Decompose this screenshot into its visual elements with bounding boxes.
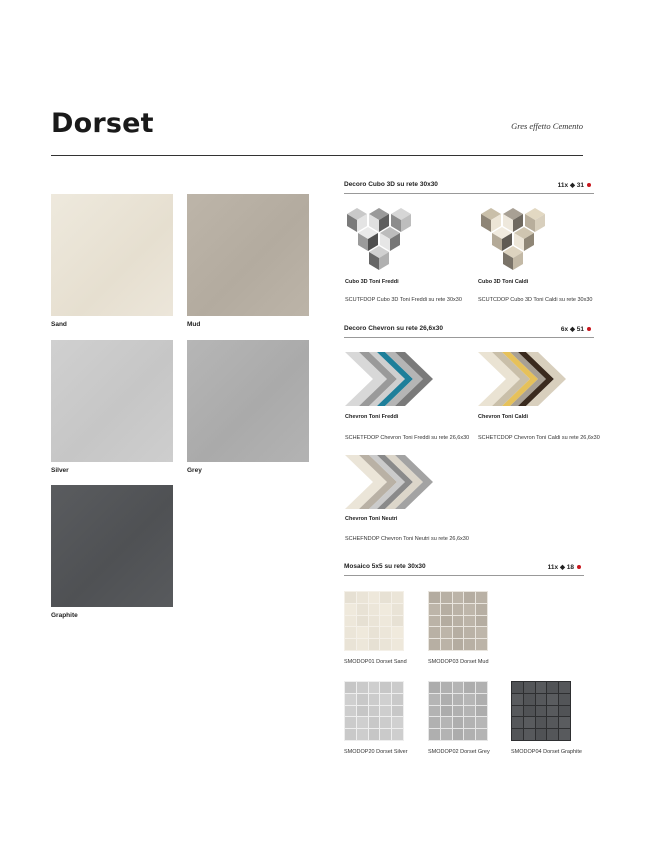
item-code-chevron-freddi: SCHETFDOP Chevron Toni Freddi su rete 26,6x30	[345, 435, 470, 441]
mosaic-graphite	[511, 681, 571, 741]
mosaic-tile	[441, 706, 452, 717]
section-title-mosaico: Mosaico 5x5 su rete 30x30	[344, 563, 426, 570]
mosaic-tile	[441, 694, 452, 705]
mosaic-tile	[380, 706, 391, 717]
mosaic-sand	[344, 591, 404, 651]
mosaic-mud	[428, 591, 488, 651]
mosaic-tile	[345, 717, 356, 728]
mosaic-tile	[512, 706, 523, 717]
mosaic-tile	[512, 717, 523, 728]
mosaic-tile	[536, 682, 547, 693]
mosaic-tile	[345, 616, 356, 627]
mosaic-tile	[369, 616, 380, 627]
mosaic-code-grey: SMODOP02 Dorset Grey	[428, 749, 490, 755]
mosaic-tile	[512, 682, 523, 693]
mosaic-tile	[441, 682, 452, 693]
mosaic-tile	[512, 729, 523, 740]
mosaic-tile	[476, 706, 487, 717]
mosaic-tile	[536, 706, 547, 717]
mosaic-tile	[345, 706, 356, 717]
mosaic-tile	[380, 592, 391, 603]
section-divider	[344, 575, 584, 576]
mosaic-tile	[559, 717, 570, 728]
mosaic-code-mud: SMODOP03 Dorset Mud	[428, 659, 489, 665]
mosaic-tile	[524, 694, 535, 705]
mosaic-tile	[380, 717, 391, 728]
mosaic-tile	[453, 694, 464, 705]
mosaic-tile	[429, 729, 440, 740]
mosaic-tile	[559, 729, 570, 740]
section-count-cubo: 11x ◆ 31	[558, 181, 591, 189]
section-count-chevron: 6x ◆ 51	[561, 325, 591, 333]
swatch-silver	[51, 340, 173, 462]
mosaic-tile	[453, 717, 464, 728]
mosaic-tile	[536, 694, 547, 705]
item-code-chevron-caldi: SCHETCDOP Chevron Toni Caldi su rete 26,6x30	[478, 435, 600, 441]
mosaic-tile	[476, 717, 487, 728]
mosaic-tile	[464, 592, 475, 603]
mosaic-tile	[524, 729, 535, 740]
mosaic-tile	[453, 616, 464, 627]
mosaic-tile	[392, 616, 403, 627]
mosaic-tile	[357, 717, 368, 728]
mosaic-grey	[428, 681, 488, 741]
mosaic-tile	[464, 694, 475, 705]
mosaic-tile	[453, 627, 464, 638]
mosaic-tile	[392, 717, 403, 728]
chevron-freddi-image	[345, 352, 433, 406]
chevron-caldi-image	[478, 352, 566, 406]
swatch-grey	[187, 340, 309, 462]
mosaic-tile	[524, 706, 535, 717]
mosaic-tile	[453, 706, 464, 717]
mosaic-tile	[380, 639, 391, 650]
mosaic-tile	[547, 682, 558, 693]
cubo-caldi-image	[479, 208, 547, 270]
mosaic-tile	[476, 639, 487, 650]
mosaic-tile	[441, 717, 452, 728]
mosaic-tile	[357, 604, 368, 615]
mosaic-tile	[345, 627, 356, 638]
mosaic-tile	[380, 729, 391, 740]
mosaic-tile	[429, 694, 440, 705]
mosaic-code-graphite: SMODOP04 Dorset Graphite	[511, 749, 582, 755]
swatch-label-grey: Grey	[187, 467, 202, 474]
mosaic-tile	[380, 694, 391, 705]
mosaic-tile	[453, 604, 464, 615]
mosaic-tile	[369, 717, 380, 728]
mosaic-tile	[369, 604, 380, 615]
mosaic-tile	[524, 717, 535, 728]
mosaic-tile	[369, 694, 380, 705]
item-name-chevron-caldi: Chevron Toni Caldi	[478, 414, 529, 420]
mosaic-tile	[392, 694, 403, 705]
mosaic-tile	[536, 729, 547, 740]
item-code-cubo-caldi: SCUTCDOP Cubo 3D Toni Caldi su rete 30x30	[478, 297, 593, 303]
section-title-cubo: Decoro Cubo 3D su rete 30x30	[344, 181, 438, 188]
mosaic-tile	[357, 682, 368, 693]
mosaic-tile	[476, 616, 487, 627]
mosaic-tile	[464, 682, 475, 693]
section-divider	[344, 337, 594, 338]
mosaic-tile	[369, 706, 380, 717]
mosaic-tile	[345, 604, 356, 615]
mosaic-tile	[345, 682, 356, 693]
mosaic-tile	[547, 694, 558, 705]
section-divider	[344, 193, 594, 194]
mosaic-tile	[369, 639, 380, 650]
mosaic-tile	[441, 639, 452, 650]
red-dot-icon	[577, 565, 581, 569]
mosaic-tile	[453, 729, 464, 740]
mosaic-tile	[392, 706, 403, 717]
item-name-cubo-freddi: Cubo 3D Toni Freddi	[345, 279, 399, 285]
mosaic-tile	[464, 627, 475, 638]
item-name-chevron-neutri: Chevron Toni Neutri	[345, 516, 398, 522]
swatch-mud	[187, 194, 309, 316]
mosaic-tile	[345, 639, 356, 650]
mosaic-tile	[357, 729, 368, 740]
page-subtitle: Gres effetto Cemento	[511, 121, 583, 131]
mosaic-tile	[536, 717, 547, 728]
mosaic-tile	[392, 604, 403, 615]
mosaic-tile	[345, 729, 356, 740]
mosaic-tile	[429, 682, 440, 693]
page-title: Dorset	[51, 108, 154, 139]
swatch-graphite	[51, 485, 173, 607]
mosaic-tile	[547, 706, 558, 717]
swatch-sand	[51, 194, 173, 316]
mosaic-tile	[392, 627, 403, 638]
mosaic-tile	[429, 604, 440, 615]
mosaic-tile	[429, 639, 440, 650]
mosaic-code-silver: SMODOP20 Dorset Silver	[344, 749, 408, 755]
mosaic-silver	[344, 681, 404, 741]
mosaic-tile	[453, 682, 464, 693]
item-code-cubo-freddi: SCUTFDOP Cubo 3D Toni Freddi su rete 30x30	[345, 297, 462, 303]
mosaic-tile	[369, 682, 380, 693]
mosaic-tile	[357, 592, 368, 603]
red-dot-icon	[587, 327, 591, 331]
mosaic-tile	[453, 639, 464, 650]
mosaic-tile	[453, 592, 464, 603]
mosaic-tile	[369, 729, 380, 740]
cubo-freddi-image	[345, 208, 413, 270]
mosaic-tile	[524, 682, 535, 693]
header-divider	[51, 155, 583, 156]
item-name-cubo-caldi: Cubo 3D Toni Caldi	[478, 279, 529, 285]
red-dot-icon	[587, 183, 591, 187]
section-header-cubo	[344, 181, 594, 193]
mosaic-tile	[380, 604, 391, 615]
mosaic-tile	[345, 592, 356, 603]
mosaic-tile	[476, 592, 487, 603]
mosaic-tile	[476, 682, 487, 693]
section-count-mosaico: 11x ◆ 18	[548, 563, 581, 571]
mosaic-tile	[392, 592, 403, 603]
mosaic-tile	[392, 729, 403, 740]
mosaic-tile	[464, 706, 475, 717]
mosaic-tile	[464, 639, 475, 650]
section-header-mosaico	[344, 563, 584, 575]
mosaic-tile	[357, 627, 368, 638]
mosaic-tile	[357, 706, 368, 717]
mosaic-tile	[357, 694, 368, 705]
mosaic-tile	[441, 604, 452, 615]
mosaic-tile	[559, 706, 570, 717]
mosaic-code-sand: SMODOP01 Dorset Sand	[344, 659, 407, 665]
mosaic-tile	[476, 604, 487, 615]
mosaic-tile	[429, 627, 440, 638]
section-title-chevron: Decoro Chevron su rete 26,6x30	[344, 325, 443, 332]
mosaic-tile	[380, 627, 391, 638]
mosaic-tile	[464, 729, 475, 740]
mosaic-tile	[357, 639, 368, 650]
mosaic-tile	[559, 694, 570, 705]
mosaic-tile	[441, 729, 452, 740]
mosaic-tile	[369, 592, 380, 603]
mosaic-tile	[464, 717, 475, 728]
mosaic-tile	[464, 616, 475, 627]
mosaic-tile	[429, 616, 440, 627]
mosaic-tile	[357, 616, 368, 627]
mosaic-tile	[429, 592, 440, 603]
swatch-label-graphite: Graphite	[51, 612, 78, 619]
chevron-neutri-image	[345, 455, 433, 509]
mosaic-tile	[429, 717, 440, 728]
mosaic-tile	[392, 639, 403, 650]
mosaic-tile	[476, 627, 487, 638]
mosaic-tile	[441, 627, 452, 638]
mosaic-tile	[441, 616, 452, 627]
item-code-chevron-neutri: SCHEFNDOP Chevron Toni Neutri su rete 26,6x30	[345, 536, 469, 542]
mosaic-tile	[380, 682, 391, 693]
mosaic-tile	[464, 604, 475, 615]
section-header-chevron	[344, 325, 594, 337]
mosaic-tile	[559, 682, 570, 693]
mosaic-tile	[512, 694, 523, 705]
swatch-label-silver: Silver	[51, 467, 69, 474]
item-name-chevron-freddi: Chevron Toni Freddi	[345, 414, 399, 420]
mosaic-tile	[429, 706, 440, 717]
mosaic-tile	[380, 616, 391, 627]
mosaic-tile	[345, 694, 356, 705]
mosaic-tile	[547, 717, 558, 728]
mosaic-tile	[476, 729, 487, 740]
mosaic-tile	[392, 682, 403, 693]
mosaic-tile	[369, 627, 380, 638]
mosaic-tile	[547, 729, 558, 740]
mosaic-tile	[476, 694, 487, 705]
mosaic-tile	[441, 592, 452, 603]
swatch-label-mud: Mud	[187, 321, 201, 328]
swatch-label-sand: Sand	[51, 321, 67, 328]
